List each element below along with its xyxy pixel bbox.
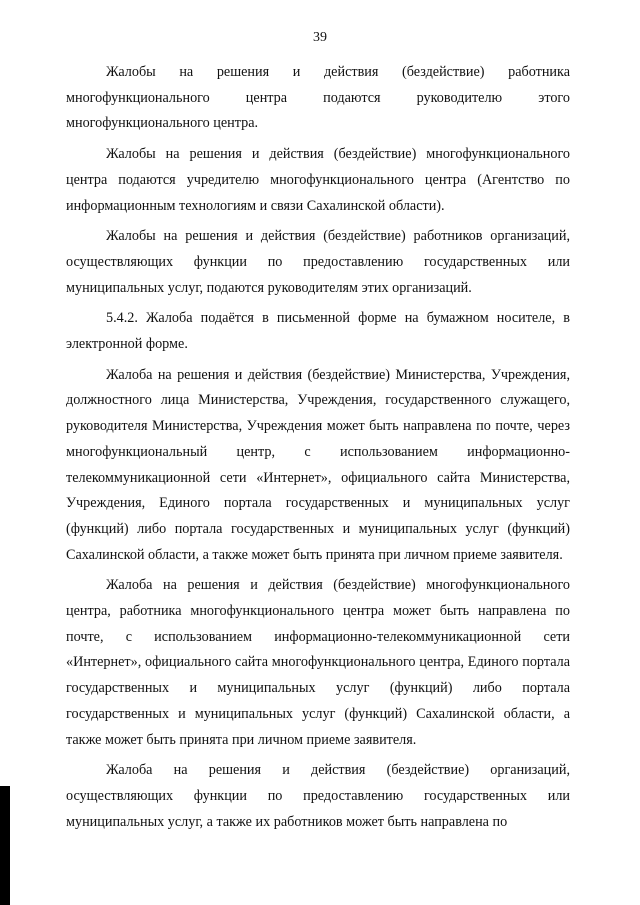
paragraph-complaint-mfc-founder: Жалобы на решения и действия (бездействие) многофункционального центра подаются учредителю многофункционального центра (Агентство по информационным технологиям и связи Сахалинской области). [66,146,570,214]
page-number: 39 [313,30,327,45]
paragraph-complaint-organizations: Жалоба на решения и действия (бездействие) организаций, осуществляющих функции по предоставлению государственных или муниципальных услуг, а также их работников может быть направлена по [66,762,570,830]
paragraph-complaint-mfc-channels: Жалоба на решения и действия (бездействие) многофункционального центра, работника многофункционального центра может быть направлена по почте, с использованием информационно-телекоммуникационной сети «Интернет», официального сайта многофункционального центра, Единого портала государственных и муниципальных услуг (функций) либо портала государственных и муниципальных услуг (функций) Сахалинской области, а также может быть принята при личном приеме заявителя. [66,577,570,748]
paragraph-complaint-mfc-employee: Жалобы на решения и действия (бездействие) работника многофункционального центра подаются руководителю этого многофункционального центра. [66,64,570,132]
paragraph-clause-5-4-2: 5.4.2. Жалоба подаётся в письменной форме на бумажном носителе, в электронной форме. [66,310,570,353]
document-body [66,60,570,835]
paragraph-complaint-ministry: Жалоба на решения и действия (бездействие) Министерства, Учреждения, должностного лица Министерства, Учреждения, государственного служащего, руководителя Министерства, Учреждения может быть направлена по почте, через многофункциональный центр, с использованием информационно-телекоммуникационной сети «Интернет», официального сайта Министерства, Учреждения, Единого портала государственных и муниципальных услуг (функций) либо портала государственных и муниципальных услуг (функций) Сахалинской области, а также может быть принята при личном приеме заявителя. [66,366,570,563]
paragraph-complaint-organization-employees: Жалобы на решения и действия (бездействие) работников организаций, осуществляющих функции по предоставлению государственных или муниципальных услуг, подаются руководителям этих организаций. [66,228,570,296]
scan-edge-mark [0,786,10,905]
